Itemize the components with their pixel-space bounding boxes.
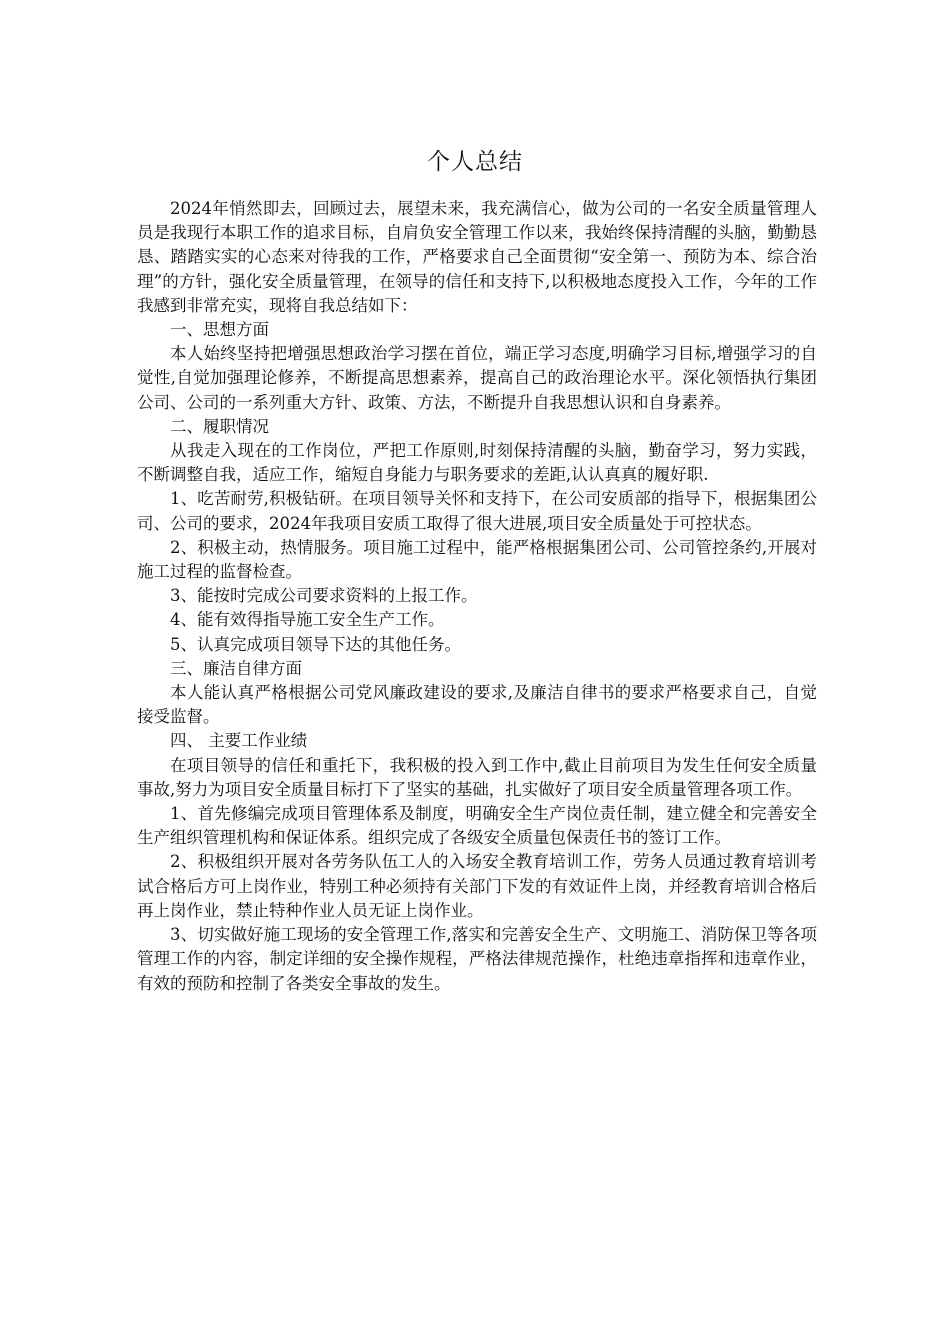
list-item-duty-4: 4、能有效得指导施工安全生产工作。 (170, 610, 445, 630)
list-item-duty-2: 2、积极主动，热情服务。项目施工过程中，能严格根据集团公司、公司管控条约,开展对施工过程的监督检查。 (137, 537, 817, 582)
list-item-achievement-1: 1、首先修编完成项目管理体系及制度，明确安全生产岗位责任制，建立健全和完善安全生产组织管理机构和保证体系。组织完成了各级安全质量包保责任书的签订工作。 (137, 804, 817, 848)
document-body (137, 197, 817, 996)
heading-integrity: 三、廉洁自律方面 (170, 658, 302, 678)
paragraph-duties: 从我走入现在的工作岗位，严把工作原则,时刻保持清醒的头脑，勤奋学习，努力实践，不断调整自我，适应工作，缩短自身能力与职务要求的差距,认认真真的履好职. (137, 441, 817, 485)
list-item-duty-3: 3、能按时完成公司要求资料的上报工作。 (170, 586, 478, 606)
list-item-achievement-2: 2、积极组织开展对各劳务队伍工人的入场安全教育培训工作，劳务人员通过教育培训考试合格后方可上岗作业，特别工种必须持有关部门下发的有效证件上岗，并经教育培训合格后再上岗作业，禁止特种作业人员无证上岗作业。 (137, 852, 817, 920)
paragraph-intro: 2024年悄然即去，回顾过去，展望未来，我充满信心，做为公司的一名安全质量管理人员是我现行本职工作的追求目标，自肩负安全管理工作以来，我始终保持清醒的头脑，勤勤恳恳、踏踏实实的心态来对待我的工作，严格要求自己全面贯彻“安全第一、预防为本、综合治理”的方针，强化安全质量管理，在领导的信任和支持下,以积极地态度投入工作，今年的工作我感到非常充实，现将自我总结如下： (137, 199, 817, 315)
paragraph-ideology: 本人始终坚持把增强思想政治学习摆在首位，端正学习态度,明确学习目标,增强学习的自觉性,自觉加强理论修养，不断提高思想素养，提高自己的政治理论水平。深化领悟执行集团公司、公司的一系列重大方针、政策、方法，不断提升自我思想认识和自身素养。 (137, 344, 817, 412)
document-title: 个人总结 (427, 149, 523, 175)
list-item-duty-5: 5、认真完成项目领导下达的其他任务。 (170, 634, 461, 654)
heading-achievements: 四、 主要工作业绩 (170, 731, 308, 751)
list-item-achievement-3: 3、切实做好施工现场的安全管理工作,落实和完善安全生产、文明施工、消防保卫等各项管理工作的内容，制定详细的安全操作规程，严格法律规范操作，杜绝违章指挥和违章作业，有效的预防和控制了各类安全事故的发生。 (137, 925, 817, 993)
heading-duties: 二、履职情况 (170, 416, 269, 436)
list-item-duty-1: 1、吃苦耐劳,积极钻研。在项目领导关怀和支持下，在公司安质部的指导下，根据集团公司、公司的要求，2024年我项目安质工取得了很大进展,项目安全质量处于可控状态。 (137, 489, 817, 533)
paragraph-achievements: 在项目领导的信任和重托下，我积极的投入到工作中,截止目前项目为发生任何安全质量事故,努力为项目安全质量目标打下了坚实的基础，扎实做好了项目安全质量管理各项工作。 (137, 755, 817, 799)
heading-ideology: 一、思想方面 (170, 320, 269, 340)
paragraph-integrity: 本人能认真严格根据公司党风廉政建设的要求,及廉洁自律书的要求严格要求自己，自觉接受监督。 (137, 683, 817, 727)
